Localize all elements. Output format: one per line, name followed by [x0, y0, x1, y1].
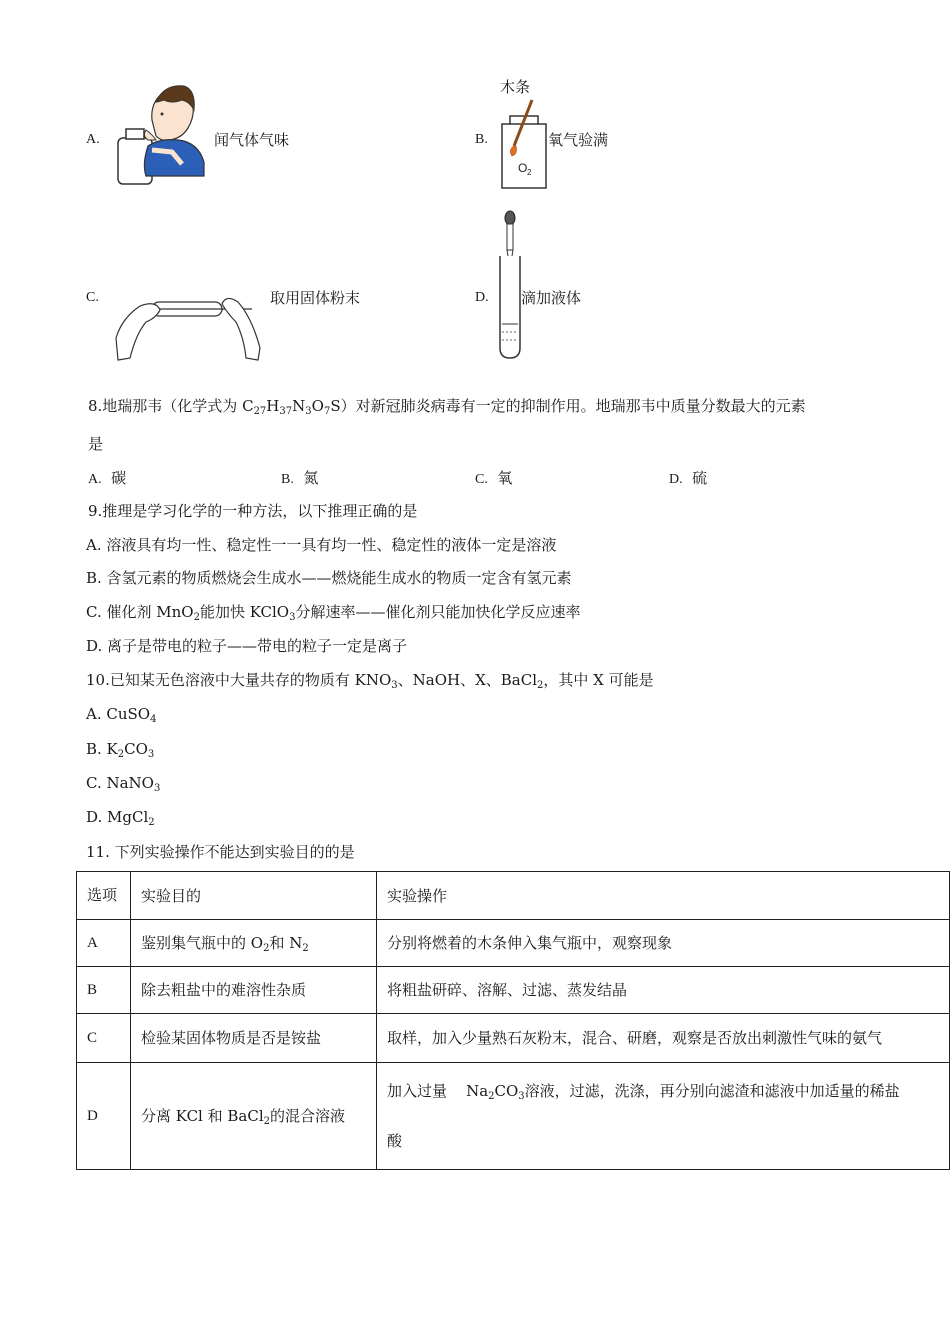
q10-option-c: C. NaNO$_3$ — [86, 774, 161, 794]
experiment-table — [76, 871, 950, 1170]
table-row: A 鉴别集气瓶中的 $O_2$和 $N_2$ 分别将燃着的木条伸入集气瓶中，观察现象 — [77, 920, 950, 967]
q11-stem: 11. 下列实验操作不能达到实验目的的是 — [86, 843, 355, 861]
q7-option-a-text: 闻气体气味 — [214, 131, 290, 149]
q7-option-b-letter: B. — [475, 132, 488, 147]
q10-option-a: A. CuSO$_4$ — [86, 705, 157, 725]
header-operation: 实验操作 — [377, 872, 950, 920]
q9-option-c: C. 催化剂 MnO$_2$能加快 KClO$_3$分解速率——催化剂只能加快化学反应速率 — [86, 603, 581, 623]
q7-option-d-letter: D. — [475, 290, 489, 305]
wood-strip-label: 木条 — [500, 79, 531, 96]
q7-option-d-text: 滴加液体 — [521, 289, 582, 307]
q9-option-b: B. 含氢元素的物质燃烧会生成水——燃烧能生成水的物质一定含有氢元素 — [86, 569, 572, 587]
table-header-row — [77, 872, 950, 920]
oxygen-test-figure — [500, 98, 548, 190]
q7-option-c-letter: C. — [86, 290, 99, 305]
table-row: B 除去粗盐中的难溶性杂质 将粗盐研碎、溶解、过滤、蒸发结晶 — [77, 967, 950, 1014]
header-option: 选项 — [77, 872, 131, 920]
q7-option-c-text: 取用固体粉末 — [270, 289, 361, 307]
oxygen-label: O — [518, 161, 528, 175]
q9-option-d: D. 离子是带电的粒子——带电的粒子一定是离子 — [86, 637, 408, 655]
powder-spatula-figure — [112, 288, 264, 362]
q8-stem-line2: 是 — [88, 435, 104, 453]
svg-text:2: 2 — [527, 168, 532, 177]
q8-stem: 8.地瑞那韦（化学式为 $C_{27}H_{37}N_3O_7S$）对新冠肺炎病毒有一定的抑制作用。地瑞那韦中质量分数最大的元素 — [88, 397, 806, 417]
q7-option-a-letter: A. — [86, 132, 100, 147]
header-goal: 实验目的 — [131, 872, 377, 920]
q7-option-b-text: 氧气验满 — [548, 131, 609, 149]
table-row: D 分离 KCl 和 BaCl$_2$的混合溶液 加入过量 $Na_2CO_3$溶液，过滤，洗涤，再分别向滤渣和滤液中加适量的稀盐 酸 — [77, 1063, 950, 1170]
q8-option-d: D. 硫 — [669, 469, 708, 487]
q8-option-b: B. 氮 — [281, 469, 319, 487]
q9-stem: 9.推理是学习化学的一种方法，以下推理正确的是 — [88, 502, 418, 520]
smelling-gas-figure — [112, 80, 207, 186]
q10-option-d: D. MgCl$_2$ — [86, 808, 155, 828]
q10-option-b: B. $K_2CO_3$ — [86, 740, 155, 760]
dropper-figure — [497, 210, 523, 360]
q8-option-a: A. 碳 — [88, 469, 127, 487]
q8-option-c: C. 氧 — [475, 469, 513, 487]
q9-option-a: A. 溶液具有均一性、稳定性一一具有均一性、稳定性的液体一定是溶液 — [86, 536, 557, 554]
table-row: C 检验某固体物质是否是铵盐 取样，加入少量熟石灰粉末，混合、研磨，观察是否放出刺激性气味的氨气 — [77, 1014, 950, 1063]
q10-stem: 10.已知某无色溶液中大量共存的物质有 $KNO_3$、NaOH、X、BaCl$_2$，其中 X 可能是 — [86, 671, 654, 691]
